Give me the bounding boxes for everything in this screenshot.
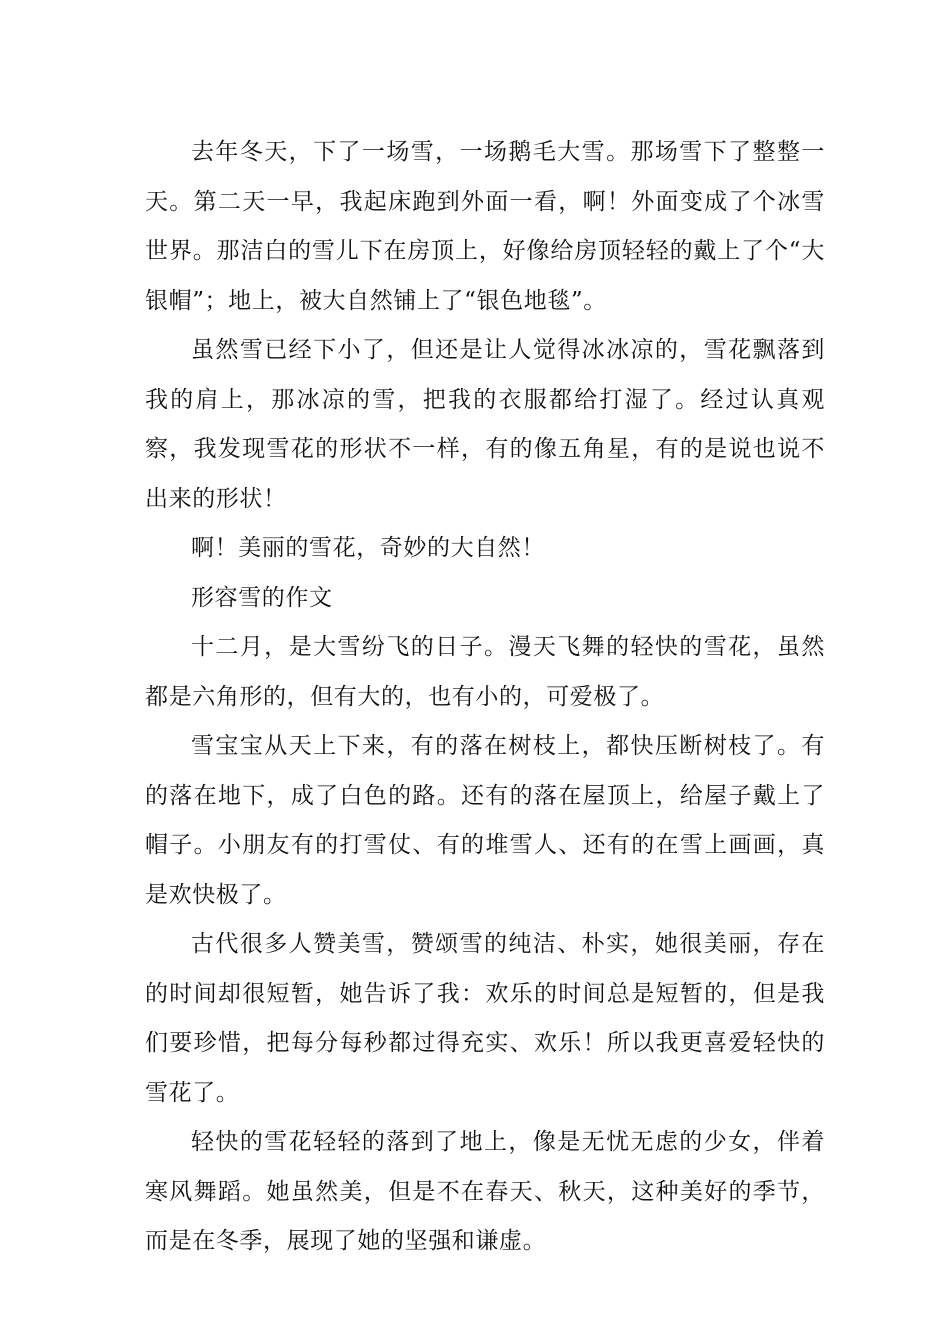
paragraph-snow-last-winter: 去年冬天，下了一场雪，一场鹅毛大雪。那场雪下了整整一天。第二天一早，我起床跑到外面一看，啊！外面变成了个冰雪世界。那洁白的雪儿下在房顶上，好像给房顶轻轻的戴上了个“大银帽”；地上，被大自然铺上了“银色地毯”。 [145,139,825,314]
paragraph-snow-baby: 雪宝宝从天上下来，有的落在树枝上，都快压断树枝了。有的落在地下，成了白色的路。还有的落在屋顶上，给屋子戴上了帽子。小朋友有的打雪仗、有的堆雪人、还有的在雪上画画，真是欢快极了。 [145,733,825,908]
document-body [145,128,825,1267]
paragraph-ancient-praise: 古代很多人赞美雪，赞颂雪的纯洁、朴实，她很美丽，存在的时间却很短暂，她告诉了我：欢乐的时间总是短暂的，但是我们要珍惜，把每分每秒都过得充实、欢乐！所以我更喜爱轻快的雪花了。 [145,931,825,1106]
paragraph-december: 十二月，是大雪纷飞的日子。漫天飞舞的轻快的雪花，虽然都是六角形的，但有大的，也有小的，可爱极了。 [145,634,825,710]
essay-heading: 形容雪的作文 [191,584,333,611]
paragraph-snow-on-shoulder: 虽然雪已经下小了，但还是让人觉得冰冰凉的，雪花飘落到我的肩上，那冰凉的雪，把我的衣服都给打湿了。经过认真观察，我发现雪花的形状不一样，有的像五角星，有的是说也说不出来的形状！ [145,337,825,512]
paragraph-light-snowflakes: 轻快的雪花轻轻的落到了地上，像是无忧无虑的少女，伴着寒风舞蹈。她虽然美，但是不在春天、秋天，这种美好的季节，而是在冬季，展现了她的坚强和谦虚。 [145,1129,825,1254]
paragraph-exclamation: 啊！美丽的雪花，奇妙的大自然！ [191,535,545,561]
